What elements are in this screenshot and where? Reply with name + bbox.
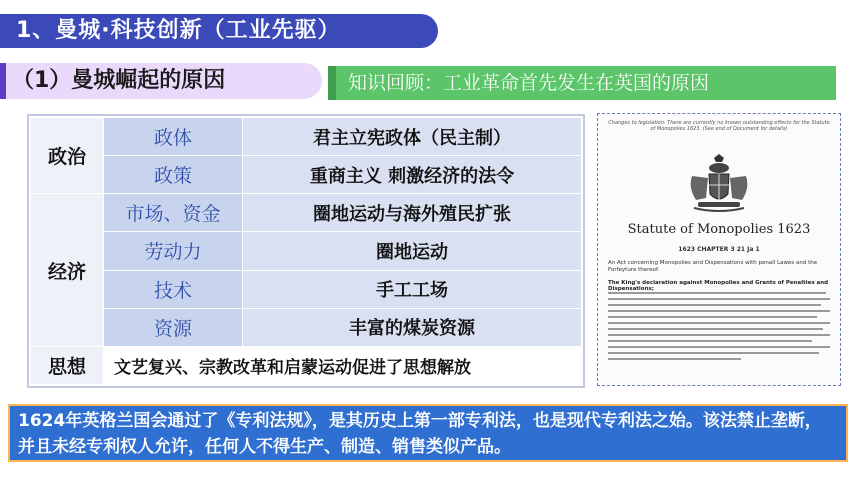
document-heading: The King's declaration against Monopolies and Grants of Penalties and Dispensations; <box>608 280 829 292</box>
document-lead: An Act concerning Monopolies and Dispensations with penall Lawes and the Forfeyture thereof. <box>608 260 818 273</box>
review-tab <box>328 66 336 100</box>
label-cell: 资源 <box>104 308 243 346</box>
section-title: 1、曼城·科技创新（工业先驱） <box>0 14 438 48</box>
value-cell: 丰富的煤炭资源 <box>243 308 582 346</box>
label-cell: 技术 <box>104 270 243 308</box>
category-cell: 政治 <box>31 118 104 194</box>
table-row <box>31 118 582 156</box>
category-cell: 思想 <box>31 346 104 384</box>
document-body-lines <box>608 292 830 364</box>
label-cell: 政策 <box>104 156 243 194</box>
document-note: Changes to legislation: There are currently no known outstanding effects for the Statute of Monopolies 1623. (See end of Document for details) <box>608 120 830 132</box>
document-title: Statute of Monopolies 1623 <box>627 222 811 237</box>
value-cell: 重商主义 刺激经济的法令 <box>243 156 582 194</box>
table-row <box>31 194 582 232</box>
subheading-accent <box>0 63 6 99</box>
table-row <box>31 156 582 194</box>
category-cell: 经济 <box>31 194 104 347</box>
value-cell: 君主立宪政体（民主制） <box>243 118 582 156</box>
table-row <box>31 346 582 384</box>
table-row <box>31 232 582 270</box>
review-label: 知识回顾：工业革命首先发生在英国的原因 <box>336 66 836 100</box>
table-row <box>31 270 582 308</box>
label-cell: 劳动力 <box>104 232 243 270</box>
reasons-table <box>30 117 582 385</box>
table-row <box>31 308 582 346</box>
value-cell: 手工工场 <box>243 270 582 308</box>
label-cell: 政体 <box>104 118 243 156</box>
value-cell: 文艺复兴、宗教改革和启蒙运动促进了思想解放 <box>104 346 582 384</box>
patent-law-note: 1624年英格兰国会通过了《专利法规》，是其历史上第一部专利法，也是现代专利法之始。该法禁止垄断，并且未经专利权人允许，任何人不得生产、制造、销售类似产品。 <box>8 404 848 462</box>
document-chapter: 1623 CHAPTER 3 21 Ja 1 <box>678 246 760 253</box>
royal-crest-icon <box>684 154 754 214</box>
value-cell: 圈地运动 <box>243 232 582 270</box>
value-cell: 圈地运动与海外殖民扩张 <box>243 194 582 232</box>
subheading: （1）曼城崛起的原因 <box>0 63 322 99</box>
label-cell: 市场、资金 <box>104 194 243 232</box>
statute-document-image <box>597 113 841 386</box>
